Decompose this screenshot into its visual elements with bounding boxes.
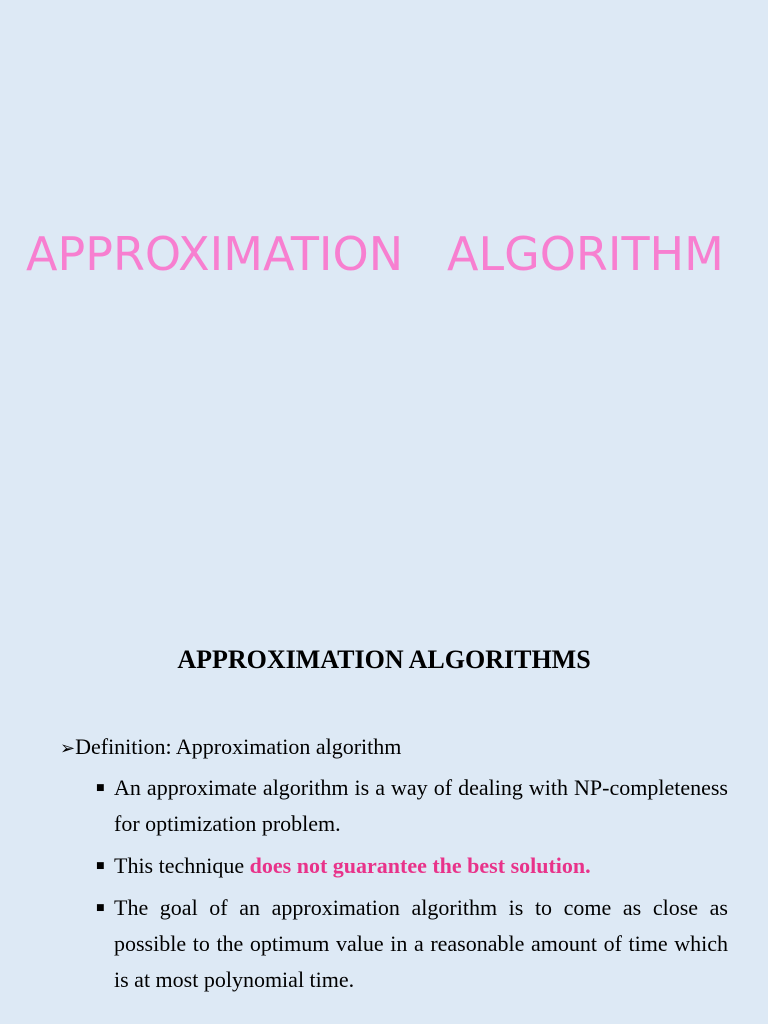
bullet-item [96,770,728,842]
bullet-item [96,848,728,884]
arrow-bullet-icon: ➢ [60,738,76,759]
slide-title: APPROXIMATION ALGORITHM [26,227,724,281]
slide-heading: APPROXIMATION ALGORITHMS [177,645,591,674]
bullet-text: This technique [114,853,250,878]
bullet-list [96,770,728,998]
bullet-text: The goal of an approximation algorithm is to come as close as possible to the optimum value in a reasonable amount of time which is at most polynomial time. [114,895,728,992]
square-bullet-icon: ■ [96,903,105,913]
square-bullet-icon: ■ [96,783,105,793]
slide-definition-page [0,512,768,1024]
bullet-text: An approximate algorithm is a way of dealing with NP-completeness for optimization problem. [114,775,728,836]
bullet-emphasis-text: does not guarantee the best solution. [249,853,591,878]
definition-text: Definition: Approximation algorithm [75,734,402,759]
definition-line [60,730,401,766]
bullet-item [96,890,728,998]
square-bullet-icon: ■ [96,861,105,871]
